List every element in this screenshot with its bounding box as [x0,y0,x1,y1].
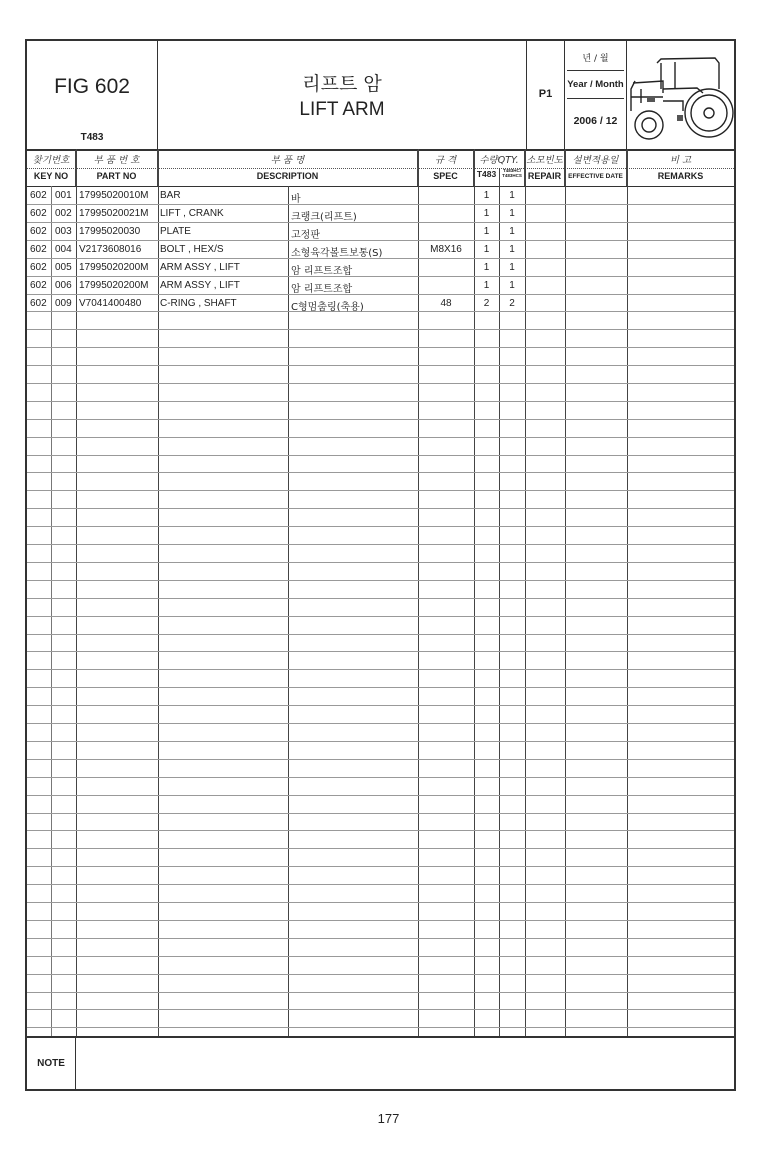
col-effective-header: 설변적용일 EFFECTIVE DATE [565,150,627,186]
page-box [527,41,565,149]
fig-box [27,41,158,149]
table-row: 602 004 V2173608016 BOLT , HEX/S 소형육각볼트보통(S) M8X16 1 1 [30,244,515,259]
parts-sheet [25,39,736,1091]
col-key-header: 찾기번호 KEY NO [27,150,76,186]
note-section [27,1036,734,1089]
year-month-value: 2006 / 12 [573,115,618,127]
year-month-box [565,41,627,149]
col-qty-header: 수량QTY. T483 T483HC/ T483HCS [474,150,525,186]
page-number: 177 [377,1111,400,1126]
table-row: 602 009 V7041400480 C-RING , SHAFT C형멈춤링(축용) 48 2 2 [30,298,515,313]
page-code: P1 [538,88,553,100]
col-spec-header: 규 격 SPEC [418,150,474,186]
table-row: 602 002 17995020021M LIFT , CRANK 크랭크(리프트) 1 1 [30,208,515,223]
model-code: T483 [80,132,104,143]
col-repair-header: 소모빈도 REPAIR [525,150,565,186]
table-row: 602 006 17995020200M ARM ASSY , LIFT 암 리프트조합 1 1 [30,280,515,295]
note-label: NOTE [27,1038,76,1089]
title-box [158,41,527,149]
sheet-header [27,41,734,151]
fig-number: FIG 602 [54,75,130,98]
qty-model-a: T483 [476,169,497,179]
title-korean: 리프트 암 [302,73,382,95]
table-row: 602 005 17995020200M ARM ASSY , LIFT 암 리프트조합 1 1 [30,262,515,277]
year-month-korean: 년 / 월 [582,54,609,64]
col-part-header: 부 품 번 호 PART NO [76,150,158,186]
qty-model-b: T483HC/ T483HCS [502,168,522,178]
year-month-label: Year / Month [567,79,624,90]
tractor-icon [627,41,734,149]
col-remarks-header: 비 고 REMARKS [657,155,704,181]
table-row: 602 001 17995020010M BAR 바 1 1 [30,190,515,205]
table-row: 602 003 17995020030 PLATE 고정판 1 1 [30,226,515,241]
title-english: LIFT ARM [299,99,385,120]
col-desc-header: 부 품 명 DESCRIPTION [158,150,418,186]
